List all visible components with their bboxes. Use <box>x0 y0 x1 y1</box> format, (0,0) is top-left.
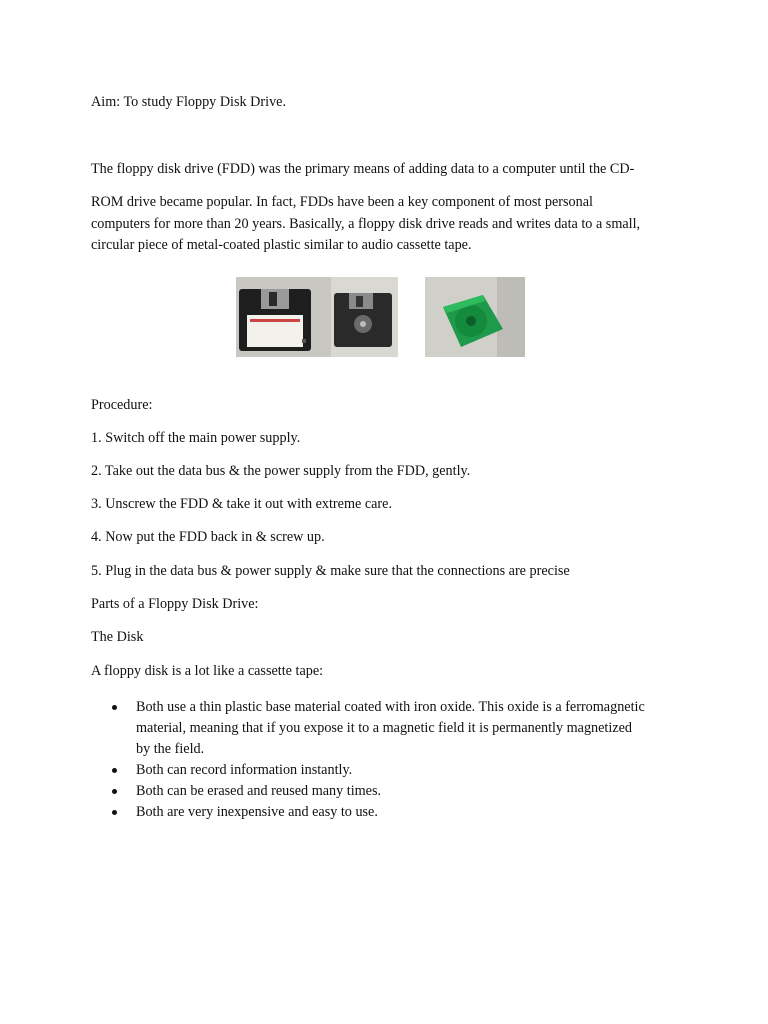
procedure-step-3: 3. Unscrew the FDD & take it out with extreme care. <box>91 496 392 512</box>
list-item <box>91 802 691 823</box>
bullet-icon <box>112 789 117 794</box>
bullet-icon <box>112 705 117 710</box>
floppy-disk-back-photo <box>331 277 398 357</box>
intro-line-3: computers for more than 20 years. Basically, a floppy disk drive reads and writes data to a small, <box>91 215 641 232</box>
intro-line-4: circular piece of metal-coated plastic similar to audio cassette tape. <box>91 237 472 253</box>
list-item-line: Both are very inexpensive and easy to use. <box>136 804 378 820</box>
disk-subheading: The Disk <box>91 629 144 645</box>
procedure-step-2: 2. Take out the data bus & the power supply from the FDD, gently. <box>91 463 471 479</box>
comparison-list <box>91 697 691 823</box>
procedure-step-1: 1. Switch off the main power supply. <box>91 430 301 446</box>
bullet-icon <box>112 768 117 773</box>
floppy-disk-front-photo <box>236 277 331 357</box>
intro-line-1: The floppy disk drive (FDD) was the primary means of adding data to a computer until the CD- <box>91 161 635 177</box>
list-item-line: Both can record information instantly. <box>136 762 353 778</box>
procedure-heading: Procedure: <box>91 397 153 413</box>
list-item <box>91 760 691 781</box>
list-item-line: Both use a thin plastic base material coated with iron oxide. This oxide is a ferromagnetic <box>136 699 645 715</box>
intro-paragraph <box>91 192 691 257</box>
list-item-line: material, meaning that if you expose it to a magnetic field it is permanently magnetized <box>136 720 633 736</box>
procedure-step-4: 4. Now put the FDD back in & screw up. <box>91 529 325 545</box>
list-item <box>91 697 691 760</box>
procedure-step-5: 5. Plug in the data bus & power supply & make sure that the connections are precise <box>91 563 570 579</box>
list-item-line: Both can be erased and reused many times. <box>136 783 382 799</box>
disk-lead-text: A floppy disk is a lot like a cassette tape: <box>91 663 324 679</box>
bullet-icon <box>112 810 117 815</box>
parts-heading: Parts of a Floppy Disk Drive: <box>91 596 259 612</box>
floppy-disk-green-photo <box>425 277 525 357</box>
intro-line-2: ROM drive became popular. In fact, FDDs have been a key component of most personal <box>91 194 593 210</box>
aim-line: Aim: To study Floppy Disk Drive. <box>91 94 287 110</box>
list-item <box>91 781 691 802</box>
list-item-line: by the field. <box>136 741 205 757</box>
